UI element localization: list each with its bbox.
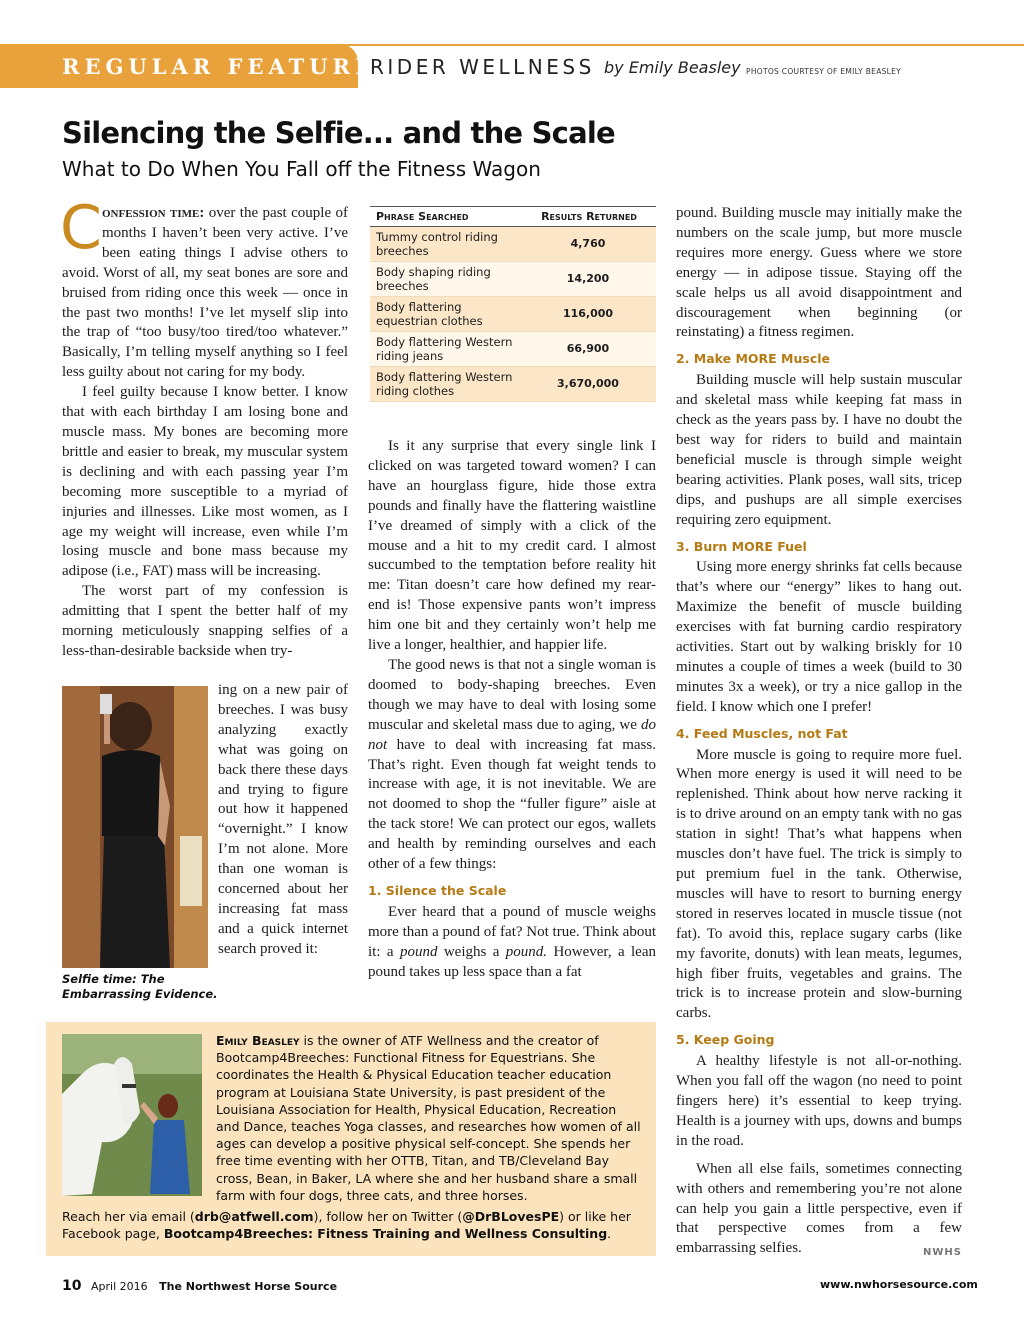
section-heading-5: 5. Keep Going: [676, 1032, 775, 1048]
section-heading-3: 3. Burn MORE Fuel: [676, 538, 807, 554]
paragraph: I feel guilty because I know better. I know that with each birthday I am losing bone and muscle mass. My bones are becoming more brittle and easier to break, my muscular system is declining and with each passing year I’m becoming more susceptible to a myriad of injuries and illnesses. Like most women, as I age my weight will increase, even while I’m losing muscle and bone mass because my adipose (i.e., FAT) mass will be increasing.: [62, 384, 348, 580]
email-link[interactable]: drb@atfwell.com: [194, 1209, 314, 1224]
table-row: [370, 367, 656, 402]
signoff: NWHS: [923, 1247, 962, 1259]
magazine-name: The Northwest Horse Source: [159, 1280, 338, 1293]
phrase-cell: Body flattering Western riding clothes: [370, 367, 520, 402]
paragraph: The worst part of my confession is admitting that I spent the better half of my morning meticulously snapping selfies of a less-than-desirable backside when try-: [62, 583, 348, 659]
page-number: 10: [62, 1278, 82, 1294]
facebook-link[interactable]: Bootcamp4Breeches: Fitness Training and Wellness Consulting: [163, 1226, 608, 1242]
paragraph: When all else fails, sometimes connecting with others and remembering you’re not alone can help you gain a little perspective, even if that perspective comes from a few embarrassing selfies. NWHS: [676, 1160, 962, 1260]
paragraph: Using more energy shrinks fat cells because that’s where our “energy” likes to hang out. Maximize the benefit of muscle building exercises with fat burning cardio respiratory activities. Start out by walking briskly for 10 minutes a couple of times a week (build to 30 minutes 3x a week), or try a nice gallop in the field. I know which one I prefer!: [676, 559, 962, 715]
table-header-row: [370, 207, 656, 227]
results-cell: 116,000: [520, 297, 656, 332]
table-row: [370, 262, 656, 297]
issue-date: April 2016: [90, 1280, 148, 1293]
website-link[interactable]: www.nwhorsesource.com: [820, 1278, 978, 1291]
author-name: Emily Beasley: [216, 1033, 300, 1048]
column-3-text: [676, 204, 962, 1263]
page-footer: [62, 1278, 337, 1294]
phrase-cell: Body shaping riding breeches: [370, 262, 520, 297]
results-cell: 3,670,000: [520, 367, 656, 402]
column-name: RIDER WELLNESS: [370, 55, 595, 79]
paragraph: Is it any surprise that every single link I clicked on was targeted toward women? I can have an hourglass figure, hide those extra pounds and finally have the flattering waistline I’ve dreamed of simply with a click of the mouse and a hit to my credit card. I almost succumbed to the temptation before reality hit me: Titan doesn’t care how defined my rear-end is! Those expensive pants won’t impress him one bit and they certainly won’t help me live a longer, healthier, and happier life.: [368, 438, 656, 654]
paragraph: The good news is that not a single woman is doomed to body-shaping breeches. Even though we may have to deal with losing some muscular and skeletal mass due to aging, we do not have to deal with increasing fat mass. That’s right. Even though fat weight tends to increase with age, it is not inevitable. We are not doomed to shop the “fuller figure” aisle at the tack store! We can protect our egos, wallets and health by reminding ourselves and each other of a few things:: [368, 656, 656, 873]
byline: by Emily Beasley: [604, 58, 741, 77]
headline: Silencing the Selfie... and the Scale: [62, 116, 615, 150]
selfie-illustration: [62, 686, 208, 968]
author-photo: [62, 1034, 202, 1196]
selfie-photo: [62, 686, 208, 968]
results-cell: 14,200: [520, 262, 656, 297]
column-1-top: [62, 204, 348, 662]
paragraph: onfession time: over the past couple of months I haven’t been very active. I’ve been eating things I advise others to avoid. Worst of all, my seat bones are sore and bruised from riding once this week — once in the past two months! I’ve let myself slip into the trap of “too busy/too tired/too whatever.” Basically, I’m telling myself anything so I feel less guilty about not caring for my body.: [62, 205, 349, 381]
twitter-link[interactable]: @DrBLovesPE: [462, 1209, 560, 1224]
phrase-cell: Tummy control riding breeches: [370, 227, 520, 262]
column-header-results: Results Returned: [520, 207, 656, 227]
photo-caption: Selfie time: The Embarrassing Evidence.: [62, 972, 218, 1001]
subheadline: What to Do When You Fall off the Fitness Wagon: [62, 157, 541, 181]
section-heading-4: 4. Feed Muscles, not Fat: [676, 725, 848, 741]
author-with-horse-illustration: [62, 1034, 202, 1196]
phrase-cell: Body flattering equestrian clothes: [370, 297, 520, 332]
table-row: [370, 332, 656, 367]
column-2-text: [368, 437, 656, 982]
column-header-phrase: Phrase Searched: [370, 207, 520, 227]
paragraph: ing on a new pair of breeches. I was busy analyzing exactly what was going on back there these days and trying to figure out how it happened “overnight.” I know I’m not alone. More than one woman is concerned about her increasing fat mass and a quick internet search proved it:: [218, 682, 348, 957]
section-kicker: REGULAR FEATURE: [62, 54, 376, 79]
phrase-cell: Body flattering Western riding jeans: [370, 332, 520, 367]
lead-in: onfession time:: [102, 205, 205, 221]
search-results-table: [370, 206, 656, 402]
paragraph: Building muscle will help sustain muscular and skeletal mass while keeping fat mass in check as the years pass by. I have no doubt the best way for riders to build and maintain beneficial muscle is through simple weight bearing activities. Plank poses, wall sits, tricep dips, and pushups are all simple exercises requiring zero equipment.: [676, 372, 962, 528]
results-cell: 4,760: [520, 227, 656, 262]
table-row: [370, 297, 656, 332]
photo-credits: PHOTOS COURTESY OF EMILY BEASLEY: [746, 67, 902, 76]
author-contact: Reach her via email (drb@atfwell.com), follow her on Twitter (@DrBLovesPE) or like her Facebook page, Bootcamp4Breeches: Fitness Training and Wellness Consulting.: [62, 1209, 631, 1242]
paragraph: Ever heard that a pound of muscle weighs more than a pound of fat? Not true. Think about it: a pound weighs a pound. However, a lean pound takes up less space than a fat: [368, 903, 656, 980]
section-heading-1: 1. Silence the Scale: [368, 882, 507, 898]
paragraph: A healthy lifestyle is not all-or-nothing. When you fall off the wagon (no need to point fingers here) it’s essential to keep trying. Health is a journey with ups, downs and bumps in the road.: [676, 1053, 962, 1149]
paragraph: More muscle is going to require more fuel. When more energy is used it will need to be replenished. Think about how nerve racking it is to drive around on an empty tank with no gas station in sight! That’s what happens when muscles don’t have fuel. The trick is simply to put premium fuel in the tank. Otherwise, muscles will have to resort to burning energy stored in reserves located in muscle tissue (not fat). To avoid this, replace sugary carbs (like my favorite, donuts) with lean meats, legumes, high fiber fruits, vegetables and grains. The trick is to increase protein and slow-burning carbs.: [676, 746, 962, 1022]
drop-cap: C: [60, 193, 102, 263]
table-row: [370, 227, 656, 262]
results-cell: 66,900: [520, 332, 656, 367]
paragraph: pound. Building muscle may initially make the numbers on the scale jump, but more muscle requires more energy. Guess where we store energy — in adipose tissue. Staying off the scale helps us all avoid disappointment and discouragement when beginning (or reinstating) a fitness regimen.: [676, 205, 962, 341]
column-1-wrap: [218, 681, 348, 960]
section-heading-2: 2. Make MORE Muscle: [676, 351, 831, 367]
author-bio: Emily Beasley is the owner of ATF Wellness and the creator of Bootcamp4Breeches: Functional Fitness for Equestrians. She coordinates the Health & Physical Education teacher education program at Louisiana State University, is past president of the Louisiana Association for Health, Physical Education, Recreation and Dance, teaches Yoga classes, and researches how women of all ages can develop a positive physical self-concept. She spends her free time eventing with her OTTB, Titan, and TB/Cleveland Bay cross, Bean, in Baker, LA where she and her husband share a small farm with four dogs, three cats, and three horses.: [216, 1033, 641, 1203]
